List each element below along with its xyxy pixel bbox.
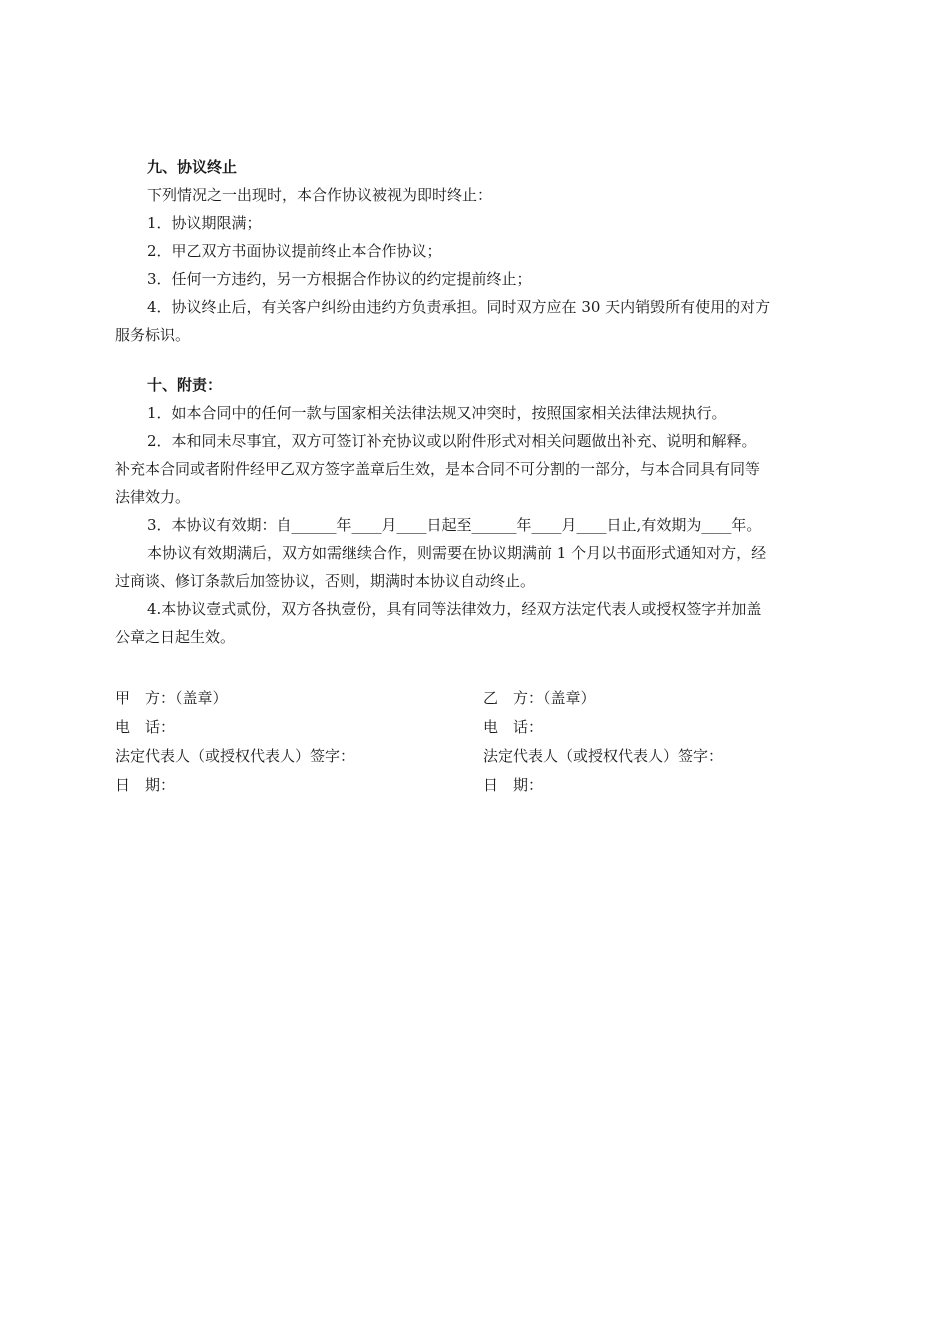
signature-row-date [115, 771, 838, 800]
signature-row-representative [115, 742, 838, 771]
section-10-item-2-line-2: 补充本合同或者附件经甲乙双方签字盖章后生效，是本合同不可分割的一部分，与本合同具有同等 [115, 460, 761, 478]
signature-row-phone [115, 713, 838, 742]
contract-page [115, 153, 838, 800]
section-10-item-3: 3．本协议有效期：自______年____月____日起至______年____月____日止,有效期为____年。 [147, 516, 762, 534]
section-9-item-4-line-2: 服务标识。 [115, 326, 191, 344]
signature-block [115, 684, 838, 800]
section-9-intro: 下列情况之一出现时，本合作协议被视为即时终止： [147, 186, 493, 204]
section-9-heading: 九、协议终止 [147, 158, 238, 176]
section-10-item-2-line-3: 法律效力。 [115, 488, 191, 506]
section-10-heading: 十、附责： [147, 376, 223, 394]
section-9-item-4-line-1: 4．协议终止后，有关客户纠纷由违约方负责承担。同时双方应在 30 天内销毁所有使用的对方 [147, 298, 771, 316]
party-a-label: 甲 方：（盖章） [115, 689, 228, 707]
party-b-phone-label: 电 话： [483, 718, 544, 736]
section-10-renewal-line-2: 过商谈、修订条款后加签协议，否则，期满时本协议自动终止。 [115, 572, 536, 590]
party-a-representative-label: 法定代表人（或授权代表人）签字： [115, 747, 356, 765]
section-9-item-3: 3．任何一方违约，另一方根据合作协议的约定提前终止； [147, 270, 532, 288]
party-a-phone-label: 电 话： [115, 718, 176, 736]
party-b-label: 乙 方：（盖章） [483, 689, 596, 707]
section-spacer [115, 349, 838, 371]
section-9-item-2: 2．甲乙双方书面协议提前终止本合作协议； [147, 242, 442, 260]
section-10-renewal-line-1: 本协议有效期满后，双方如需继续合作，则需要在协议期满前 1 个月以书面形式通知对方，经 [147, 544, 767, 562]
section-10-item-2-line-1: 2．本和同未尽事宜，双方可签订补充协议或以附件形式对相关问题做出补充、说明和解释。 [147, 432, 757, 450]
section-10-item-4-line-1: 4.本协议壹式贰份，双方各执壹份，具有同等法律效力，经双方法定代表人或授权签字并加盖 [147, 600, 762, 618]
section-10-item-1: 1．如本合同中的任何一款与国家相关法律法规又冲突时，按照国家相关法律法规执行。 [147, 404, 727, 422]
signature-row-party [115, 684, 838, 713]
section-10-item-4-line-2: 公章之日起生效。 [115, 628, 236, 646]
party-b-representative-label: 法定代表人（或授权代表人）签字： [483, 747, 724, 765]
party-b-date-label: 日 期： [483, 776, 544, 794]
section-9-item-1: 1．协议期限满； [147, 214, 262, 232]
signature-spacer [115, 651, 838, 684]
party-a-date-label: 日 期： [115, 776, 176, 794]
